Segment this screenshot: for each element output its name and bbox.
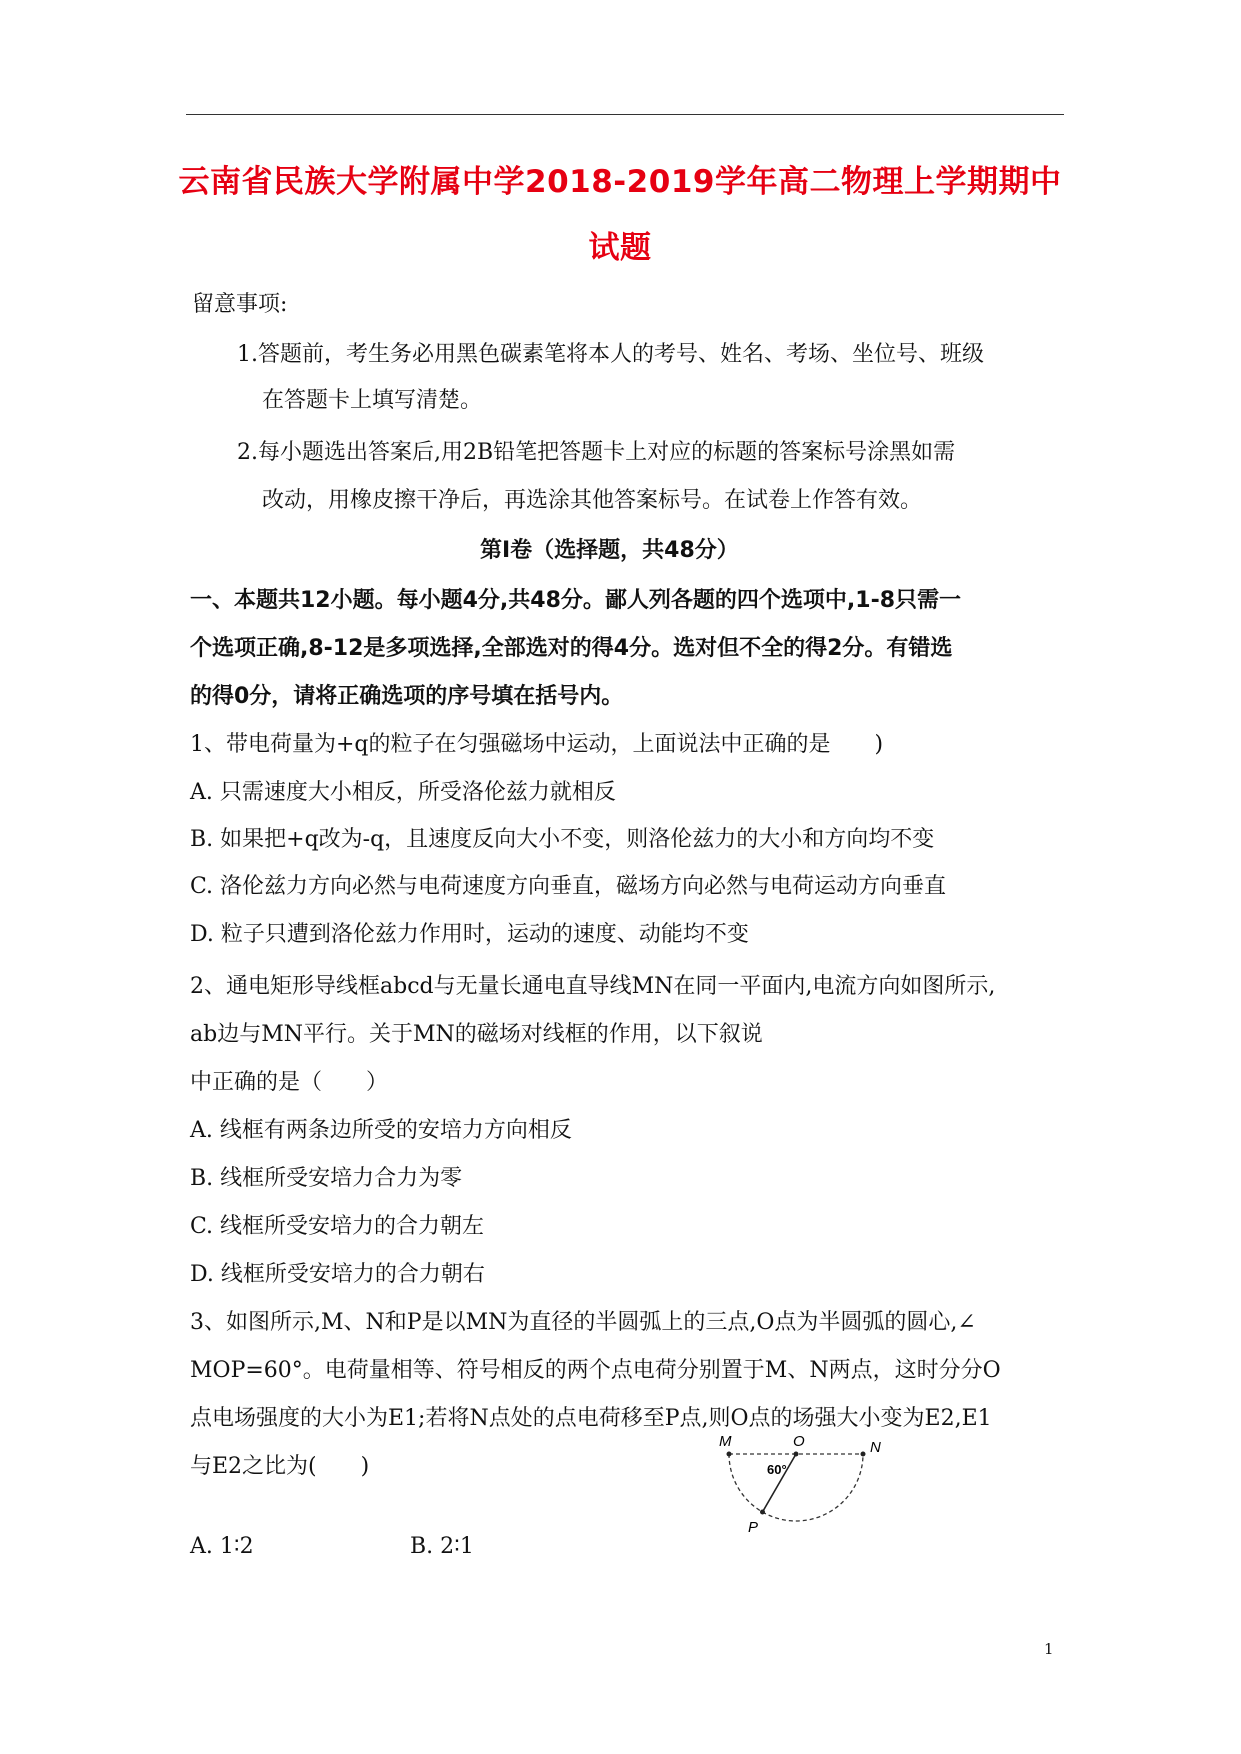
q3-option-b: B. 2∶1 <box>410 1534 474 1559</box>
point-p <box>760 1510 765 1515</box>
q2-option-b: B. 线框所受安培力合力为零 <box>190 1166 463 1191</box>
q2-option-a: A. 线框有两条边所受的安培力方向相反 <box>190 1118 572 1143</box>
q2-stem-2: ab边与MN平行。关于MN的磁场对线框的作用，以下叙说 <box>190 1022 763 1047</box>
q2-stem-1: 2、通电矩形导线框abcd与无量长通电直导线MN在同一平面内,电流方向如图所示, <box>190 974 996 999</box>
title-line-2: 试题 <box>588 230 652 266</box>
section-intro-3: 的得0分，请将正确选项的序号填在括号内。 <box>190 684 624 709</box>
point-m <box>727 1452 732 1457</box>
q1-option-b: B. 如果把+q改为-q，且速度反向大小不变，则洛伦兹力的大小和方向均不变 <box>190 827 935 852</box>
section-intro-1: 一、本题共12小题。每小题4分,共48分。鄙人列各题的四个选项中,1-8只需一 <box>190 588 962 613</box>
label-m: M <box>719 1433 732 1450</box>
notice-item-1-cont: 在答题卡上填写清楚。 <box>262 388 483 413</box>
notice-item-2: 2.每小题选出答案后,用2B铅笔把答题卡上对应的标题的答案标号涂黑如需 <box>237 440 956 465</box>
point-n <box>861 1452 866 1457</box>
semicircle-figure <box>715 1432 885 1552</box>
q3-stem-1: 3、如图所示,M、N和P是以MN为直径的半圆弧上的三点,O点为半圆弧的圆心,∠ <box>190 1310 976 1335</box>
label-n: N <box>870 1439 881 1456</box>
semicircle-arc <box>729 1454 863 1521</box>
q3-stem-2: MOP=60°。电荷量相等、符号相反的两个点电荷分别置于M、N两点，这时分分O <box>190 1358 1001 1383</box>
section-intro-2: 个选项正确,8-12是多项选择,全部选对的得4分。选对但不全的得2分。有错选 <box>190 636 953 661</box>
q1-option-c: C. 洛伦兹力方向必然与电荷速度方向垂直，磁场方向必然与电荷运动方向垂直 <box>190 874 947 899</box>
label-p: P <box>748 1519 759 1536</box>
q3-option-a: A. 1∶2 <box>190 1534 254 1559</box>
q1-option-a: A. 只需速度大小相反，所受洛伦兹力就相反 <box>190 780 616 805</box>
section-heading: 第Ⅰ卷（选择题，共48分） <box>480 538 739 563</box>
header-rule <box>186 114 1064 115</box>
page-number: 1 <box>1044 1640 1054 1658</box>
q2-stem-3: 中正确的是（ ） <box>190 1070 389 1095</box>
q3-stem-4: 与E2之比为( ) <box>190 1454 370 1479</box>
q3-stem-3: 点电场强度的大小为E1;若将N点处的点电荷移至P点,则O点的场强大小变为E2,E1 <box>190 1406 992 1431</box>
notice-item-2-cont: 改动，用橡皮擦干净后，再选涂其他答案标号。在试卷上作答有效。 <box>262 488 923 513</box>
q2-option-d: D. 线框所受安培力的合力朝右 <box>190 1262 485 1287</box>
q1-option-d: D. 粒子只遭到洛伦兹力作用时，运动的速度、动能均不变 <box>190 922 749 947</box>
notice-heading: 留意事项: <box>192 292 288 317</box>
label-o: O <box>793 1433 805 1450</box>
title-line-1: 云南省民族大学附属中学2018-2019学年高二物理上学期期中 <box>178 164 1062 200</box>
notice-item-1: 1.答题前，考生务必用黑色碳素笔将本人的考号、姓名、考场、坐位号、班级 <box>237 342 984 367</box>
q1-stem: 1、带电荷量为+q的粒子在匀强磁场中运动，上面说法中正确的是 ) <box>190 732 884 757</box>
point-o <box>794 1452 799 1457</box>
angle-label: 60° <box>767 1462 787 1477</box>
q2-option-c: C. 线框所受安培力的合力朝左 <box>190 1214 485 1239</box>
